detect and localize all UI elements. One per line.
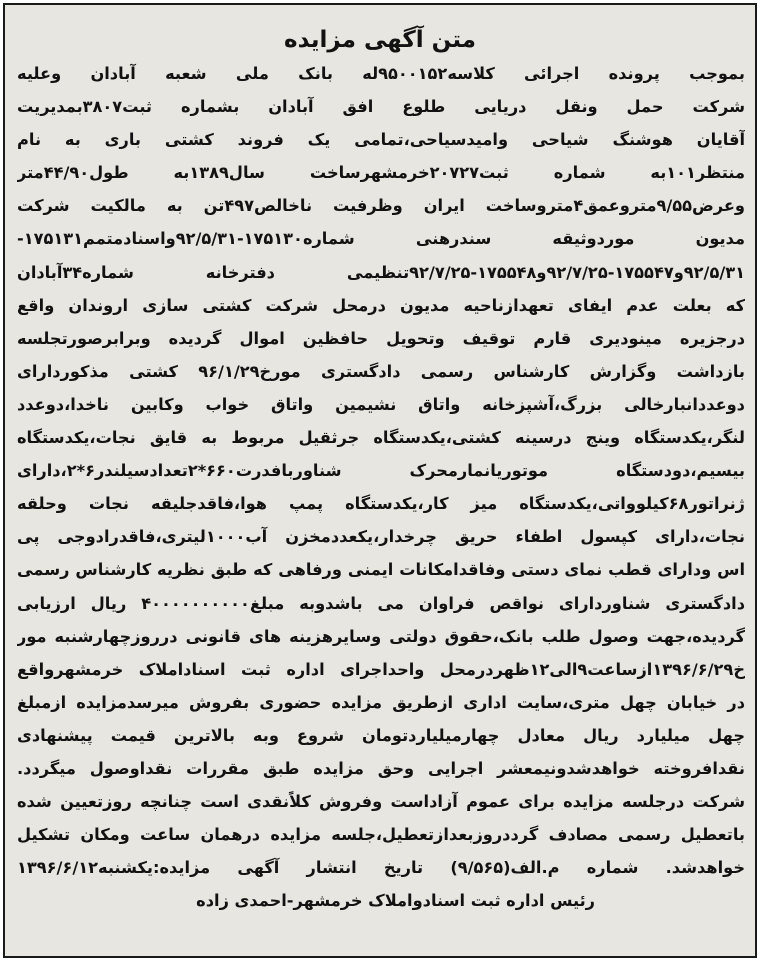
notice-line: خ۱۳۹۶/۶/۲۹ازساعت۹الی۱۲ظهردرمحل واحداجرای اداره ثبت اسناداملاک خرمشهرواقع — [17, 659, 745, 679]
auction-notice — [3, 3, 757, 958]
notice-line: که بعلت عدم ایفای تعهدازناحیه مدیون درمحل شرکت کشتی سازی اروندان واقع — [17, 295, 745, 315]
notice-signature: رئیس اداره ثبت اسنادواملاک خرمشهر-احمدی زاده — [196, 891, 595, 911]
notice-title: متن آگهی مزایده — [284, 27, 476, 53]
notice-line: اس ودارای قطب نمای دستی وفاقدامکانات ایمنی ورفاهی که طبق نظریه کارشناس رسمی — [17, 560, 745, 580]
notice-line: درجزیره مینودیری قارم توقیف وتحویل حافظین اموال گردیده وبرابرصورتجلسه — [17, 328, 745, 348]
notice-line: گردیده،جهت وصول طلب بانک،حقوق دولتی وسایرهزینه های قانونی درروزچهارشنبه مور — [17, 626, 745, 646]
notice-line: وعرض۹/۵۵مترو‌عمق۴متروساخت ایران وظرفیت ناخالص۴۹۷تن به مالکیت شرکت — [17, 196, 745, 216]
notice-line: نجات،دارای کپسول اطفاء حریق چرخدار،یکعددمخزن آب۱۰۰۰لیتری،فاقدرادوجی پی — [17, 527, 745, 547]
notice-line: مدیون موردوثیقه سندرهنی شماره۱۷۵۱۳۰-۹۲/۵/۳۱واسنادمتمم۱۷۵۱۳۱- — [17, 229, 745, 249]
notice-line: آقایان هوشنگ شیاحی وامیدسیاحی،تمامی یک فروند کشتی باری به نام — [17, 130, 745, 150]
notice-line: شرکت درجلسه مزایده برای عموم آزاداست وفروش کلاًنقدی است چنانچه روزتعیین شده — [17, 792, 745, 812]
notice-line: دادگستری شناوردارای نواقص فراوان می باشدوبه مبلغ۴۰۰۰۰۰۰۰۰۰۰ ریال ارزیابی — [17, 593, 745, 613]
notice-line: شرکت حمل ونقل دریایی طلوع افق آبادان بشماره ثبت۳۸۰۷بمدیریت — [17, 97, 745, 117]
notice-line: باتعطیل رسمی مصادف گرددروزبعدازتعطیل،جلسه مزایده درهمان ساعت ومکان تشکیل — [17, 825, 745, 845]
notice-body — [5, 57, 755, 884]
notice-line: خواهدشد. شماره م.الف(۹/۵۶۵) تاریخ انتشار آگهی مزایده:یکشنبه۱۳۹۶/۶/۱۲ — [17, 858, 745, 878]
notice-line: بیسیم،دودستگاه موتوریانمارمحرک شناوربافدرت۶۶۰*۲تعدادسیلندر۶*۲،دارای — [17, 461, 745, 481]
notice-line: دوعددانبارخالی بزرگ،آشپزخانه واتاق نشیمین واتاق خواب وکابین ناخدا،دوعدد — [17, 394, 745, 414]
notice-line: در خیابان چهل متری،سایت اداری ازطریق مزایده حضوری بفروش میرسدمزایده ازمبلغ — [17, 692, 745, 712]
notice-line: ژنراتور۶۸کیلوواتی،یکدستگاه میز کار،یکدستگاه پمپ هوا،فاقدجلیقه نجات وحلقه — [17, 494, 745, 514]
notice-line: نقدافروخته خواهدشدونیمعشر اجرایی وحق مزایده طبق مقررات نقداوصول میگردد. — [17, 758, 745, 778]
notice-line: ۹۲/۵/۳۱و۱۷۵۵۴۷-۹۲/۷/۲۵و۱۷۵۵۴۸-۹۲/۷/۲۵تنظیمی دفترخانه شماره۳۴آبادان — [17, 262, 745, 282]
notice-line: بازداشت وگزارش کارشناس رسمی دادگستری مورخ۹۶/۱/۲۹ کشتی مذکوردارای — [17, 361, 745, 381]
notice-line: منتظر۱۰۱به شماره ثبت۲۰۷۲۷خرمشهرساخت سال۱۳۸۹به طول۴۴/۹۰متر — [17, 163, 745, 183]
notice-line: بموجب پرونده اجرائی کلاسه۹۵۰۰۱۵۲له بانک ملی شعبه آبادان وعلیه — [17, 64, 745, 83]
notice-line: لنگر،یکدستگاه وینج درسینه کشتی،یکدستگاه جرثقیل مربوط به قایق نجات،یکدستگاه — [17, 428, 745, 448]
notice-line: چهل میلیارد ریال معادل چهارمیلیاردتومان شروع وبه بالاترین قیمت پیشنهادی — [17, 725, 745, 745]
